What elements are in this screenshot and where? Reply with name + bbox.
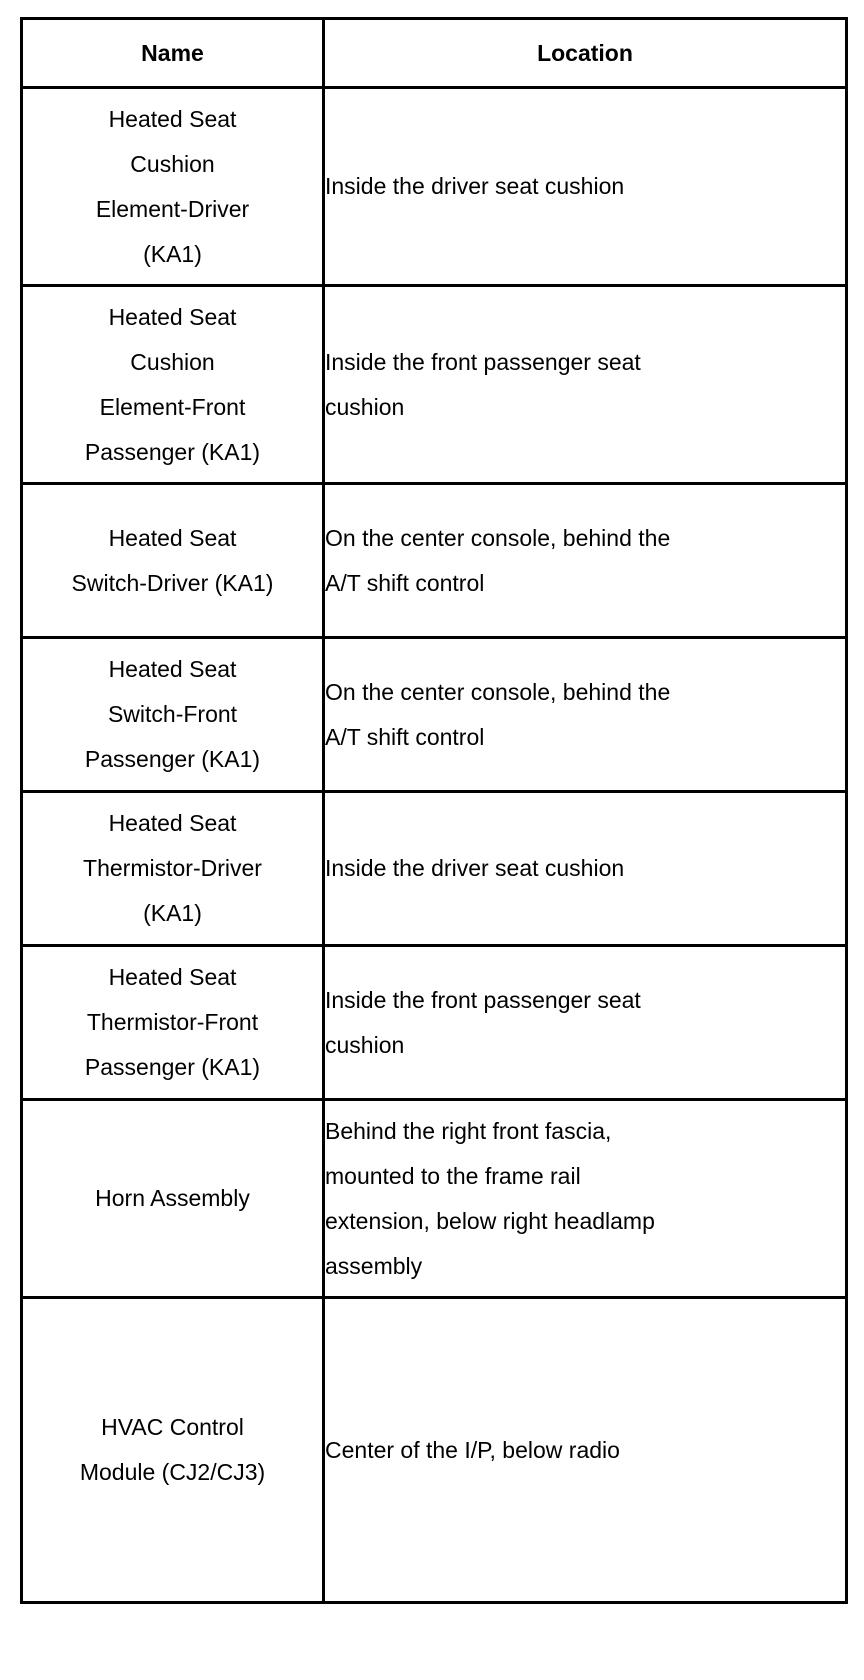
component-location-line: Behind the right front fascia,: [325, 1117, 612, 1144]
component-name-line: HVAC Control: [101, 1414, 244, 1440]
component-location-line: Center of the I/P, below radio: [325, 1436, 620, 1463]
component-name-line: Element-Driver: [95, 195, 250, 222]
table-row: [22, 946, 847, 1100]
component-name-line: Horn Assembly: [95, 1185, 250, 1211]
component-name-line: Heated Seat: [108, 105, 237, 132]
component-location-line: extension, below right headlamp: [325, 1207, 655, 1234]
component-name-cell: [22, 638, 324, 792]
component-location-cell: [324, 88, 847, 286]
component-name-line: Heated Seat: [108, 656, 237, 682]
component-location-line: Inside the front passenger seat: [325, 348, 641, 375]
header-location: Location: [324, 19, 847, 88]
table-header-row: [22, 19, 847, 88]
component-name-line: Heated Seat: [108, 303, 237, 330]
header-name: Name: [22, 19, 324, 88]
table-row: [22, 792, 847, 946]
component-location-cell: [324, 1298, 847, 1603]
component-location-line: assembly: [325, 1252, 423, 1279]
component-location-line: On the center console, behind the: [325, 524, 671, 551]
component-name-cell: [22, 946, 324, 1100]
table-row: [22, 638, 847, 792]
component-name-line: Passenger (KA1): [84, 1054, 261, 1080]
component-location-cell: [324, 484, 847, 638]
component-name-cell: [22, 1298, 324, 1603]
component-name-line: Cushion: [130, 348, 215, 375]
table-row: [22, 88, 847, 286]
component-location-line: On the center console, behind the: [325, 678, 671, 705]
component-name-line: Thermistor-Front: [86, 1009, 259, 1035]
component-location-cell: [324, 1100, 847, 1298]
component-name-line: (KA1): [143, 240, 202, 267]
component-location-cell: [324, 792, 847, 946]
table-body: [22, 88, 847, 1603]
component-name-line: Thermistor-Driver: [83, 855, 262, 881]
component-name-cell: [22, 792, 324, 946]
component-name-cell: [22, 88, 324, 286]
component-name-line: Heated Seat: [108, 964, 237, 990]
component-location-cell: [324, 286, 847, 484]
component-location-line: mounted to the frame rail: [325, 1162, 581, 1189]
component-name-cell: [22, 286, 324, 484]
component-name-cell: [22, 1100, 324, 1298]
component-location-table: [20, 17, 848, 1604]
component-name-cell: [22, 484, 324, 638]
component-name-line: Cushion: [130, 150, 215, 177]
component-location-line: A/T shift control: [325, 569, 485, 596]
component-name-line: Passenger (KA1): [84, 438, 261, 465]
component-location-cell: [324, 946, 847, 1100]
component-location-line: Inside the driver seat cushion: [325, 173, 625, 199]
component-name-line: Passenger (KA1): [84, 746, 261, 772]
component-name-line: Heated Seat: [108, 524, 237, 551]
table-row: [22, 484, 847, 638]
component-location-line: Inside the driver seat cushion: [325, 855, 625, 881]
component-name-line: Element-Front: [99, 393, 246, 420]
component-name-line: Switch-Driver (KA1): [71, 569, 274, 596]
component-location-line: Inside the front passenger seat: [325, 986, 641, 1013]
component-name-line: Module (CJ2/CJ3): [79, 1459, 266, 1485]
component-location-line: cushion: [325, 393, 405, 420]
component-location-line: A/T shift control: [325, 723, 485, 750]
table-row: [22, 1100, 847, 1298]
table-row: [22, 1298, 847, 1603]
component-location-line: cushion: [325, 1031, 405, 1058]
table-row: [22, 286, 847, 484]
component-name-line: Switch-Front: [107, 701, 238, 727]
component-name-line: (KA1): [143, 900, 202, 926]
component-location-cell: [324, 638, 847, 792]
component-name-line: Heated Seat: [108, 810, 237, 836]
